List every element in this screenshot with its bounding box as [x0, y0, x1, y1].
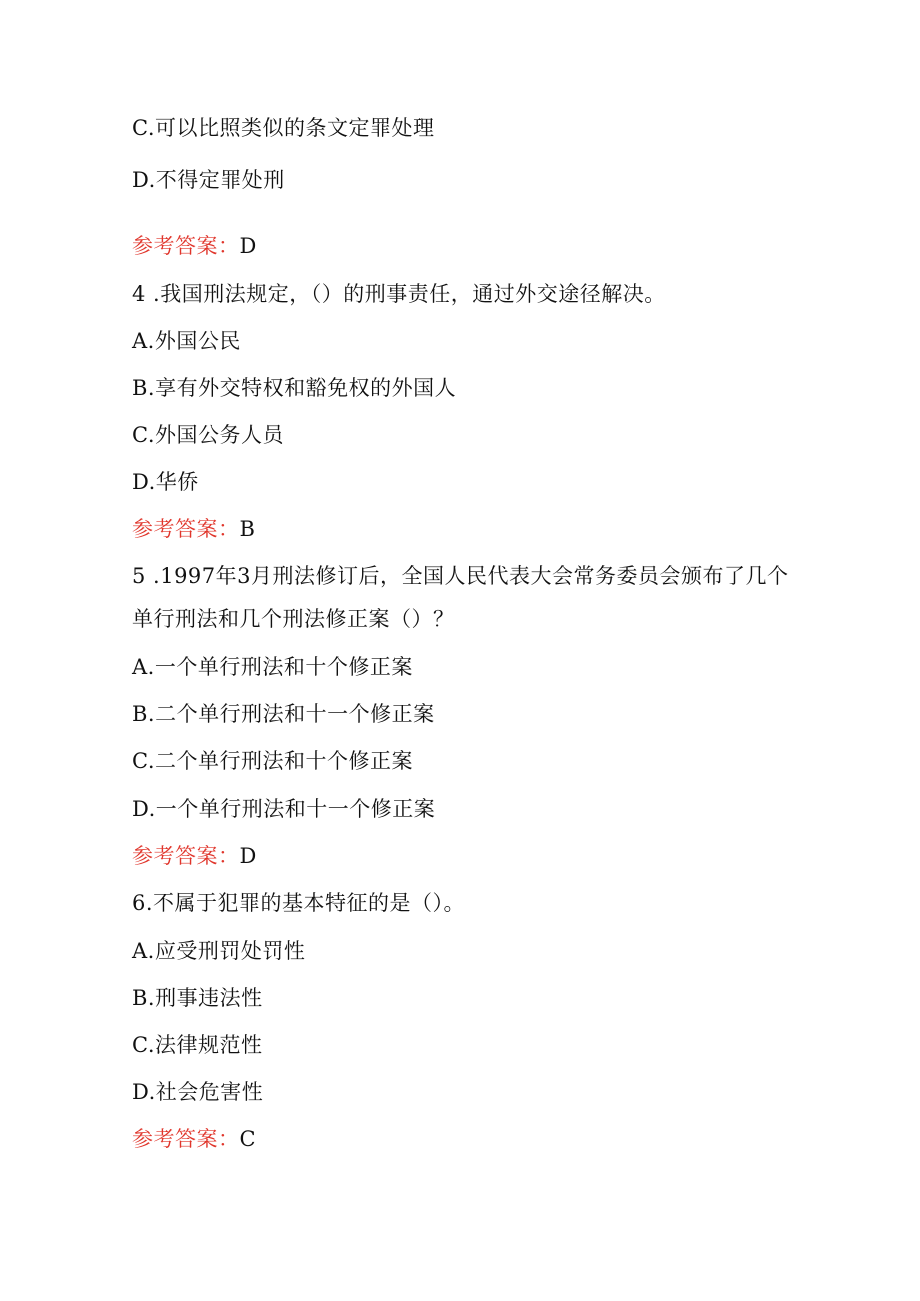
- answer-value: D: [239, 234, 257, 258]
- q5-option-d: D.一个单行刑法和十一个修正案: [132, 797, 436, 821]
- answer-label: 参考答案：: [132, 844, 240, 868]
- q5-option-b: B.二个单行刑法和十一个修正案: [132, 702, 435, 726]
- q5-stem-line1: 5 .1997年3月刑法修订后，全国人民代表大会常务委员会颁布了几个: [132, 564, 789, 588]
- q6-option-a: A.应受刑罚处罚性: [132, 939, 306, 963]
- q4-option-b: B.享有外交特权和豁免权的外国人: [132, 376, 457, 400]
- q4-stem: 4 .我国刑法规定，（）的刑事责任，通过外交途径解决。: [132, 282, 666, 306]
- q6-option-c: C.法律规范性: [132, 1033, 263, 1057]
- q4-option-a: A.外国公民: [132, 329, 241, 353]
- q6-option-b: B.刑事违法性: [132, 986, 263, 1010]
- answer-value: B: [239, 517, 256, 541]
- q3-option-d: D.不得定罪处刑: [132, 168, 285, 192]
- q5-stem-line2: 单行刑法和几个刑法修正案（）？: [132, 607, 455, 631]
- q3-option-c: C.可以比照类似的条文定罪处理: [132, 116, 435, 140]
- q4-answer: [132, 515, 255, 543]
- answer-label: 参考答案：: [132, 517, 240, 541]
- q5-answer: [132, 842, 257, 870]
- q5-option-c: C.二个单行刑法和十个修正案: [132, 749, 413, 773]
- q5-option-a: A.一个单行刑法和十个修正案: [132, 655, 413, 679]
- q3-answer: [132, 232, 257, 260]
- answer-value: D: [239, 844, 257, 868]
- answer-label: 参考答案：: [132, 1127, 240, 1151]
- q6-stem: 6.不属于犯罪的基本特征的是（）。: [132, 891, 466, 915]
- answer-value: C: [239, 1127, 257, 1151]
- q4-option-d: D.华侨: [132, 470, 199, 494]
- q6-answer: [132, 1125, 256, 1153]
- q6-option-d: D.社会危害性: [132, 1080, 264, 1104]
- answer-label: 参考答案：: [132, 234, 240, 258]
- q4-option-c: C.外国公务人员: [132, 423, 284, 447]
